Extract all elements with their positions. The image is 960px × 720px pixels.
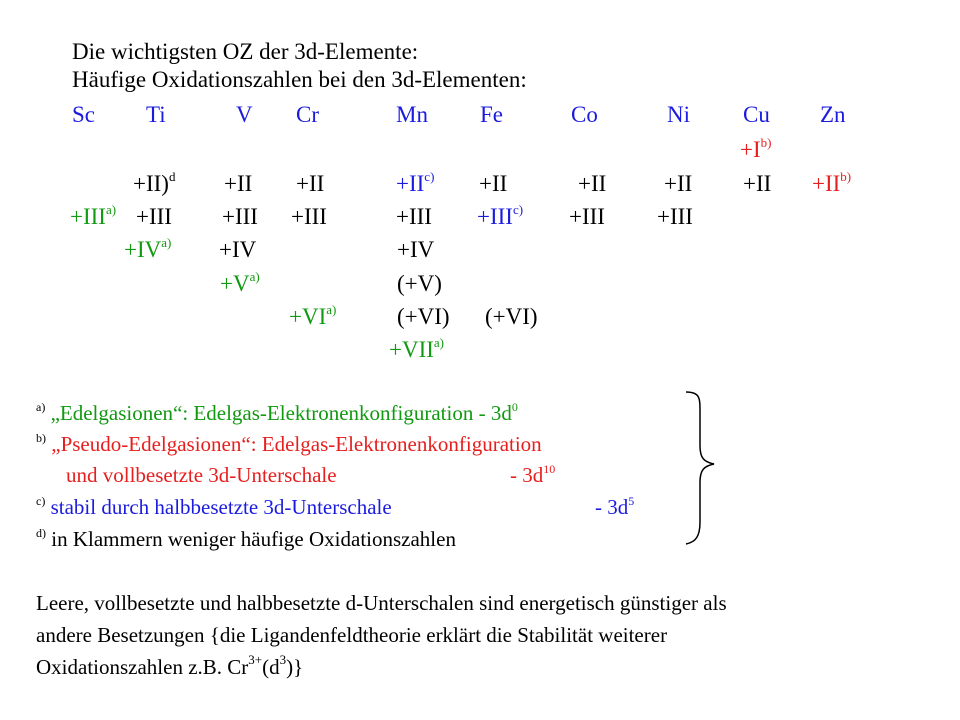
footnote-b-line-2: und vollbesetzte 3d-Unterschale (66, 463, 337, 487)
element-zn: Zn (820, 102, 846, 127)
ox-cr-II: +II (296, 171, 325, 196)
ox-fe-VI: (+VI) (485, 304, 538, 329)
ox-mn-VII: $+VII^{a)}$ (389, 335, 445, 362)
ox-fe-III: $+III^{c)}$ (477, 202, 524, 229)
ox-mn-V: (+V) (397, 271, 442, 296)
footnote-c-config: - $3d^5$ (595, 494, 635, 519)
footnote-c: $^{c)}$ stabil durch halbbesetzte 3d-Unterschale (36, 494, 392, 519)
ox-mn-VI: (+VI) (397, 304, 450, 329)
ox-v-II: +II (224, 171, 253, 196)
element-cu: Cu (743, 102, 770, 127)
title-line-1: Die wichtigsten OZ der 3d-Elemente: (72, 39, 419, 64)
footnote-a: $^{a)}$ „Edelgasionen“: Edelgas-Elektronenkonfiguration - $3d^0$ (36, 400, 518, 425)
ox-mn-III: +III (396, 204, 432, 229)
ox-cu-II: +II (743, 171, 772, 196)
ox-v-V: $+V^{a)}$ (220, 269, 260, 296)
ox-ti-II: +II)$^d$ (133, 169, 176, 196)
summary-line-2: andere Besetzungen {die Ligandenfeldtheorie erklärt die Stabilität weiterer (36, 623, 668, 647)
element-sc: Sc (72, 102, 95, 127)
ox-v-IV: +IV (219, 237, 257, 262)
ox-ti-III: +III (136, 204, 172, 229)
ox-cr-VI: $+VI^{a)}$ (289, 302, 337, 329)
summary-line-3: Oxidationszahlen z.B. $Cr^{3+}(d^3)$} (36, 652, 304, 679)
element-mn: Mn (396, 102, 428, 127)
ox-cr-III: +III (291, 204, 327, 229)
ox-ni-III: +III (657, 204, 693, 229)
footnote-b: $^{b)}$ „Pseudo-Edelgasionen“: Edelgas-Elektronenkonfiguration (36, 431, 542, 456)
ox-fe-II: +II (479, 171, 508, 196)
element-ni: Ni (667, 102, 690, 127)
ox-ni-II: +II (664, 171, 693, 196)
ox-co-II: +II (578, 171, 607, 196)
ox-cu-I: $+I^{b)}$ (740, 135, 772, 162)
element-co: Co (571, 102, 598, 127)
ox-sc-III: $+III^{a)}$ (70, 202, 117, 229)
element-v: V (236, 102, 253, 127)
ox-mn-IV: +IV (397, 237, 435, 262)
title-line-2: Häufige Oxidationszahlen bei den 3d-Elementen: (72, 67, 527, 92)
footnote-b-config: - $3d^{10}$ (510, 462, 556, 487)
element-cr: Cr (296, 102, 319, 127)
summary-line-1: Leere, vollbesetzte und halbbesetzte d-Unterschalen sind energetisch günstiger als (36, 591, 727, 615)
ox-ti-IV: $+IV^{a)}$ (124, 235, 172, 262)
ox-zn-II: $+II^{b)}$ (812, 169, 852, 196)
element-fe: Fe (480, 102, 503, 127)
footnote-d: $^{d)}$ in Klammern weniger häufige Oxidationszahlen (36, 526, 456, 551)
ox-co-III: +III (569, 204, 605, 229)
ox-v-III: +III (222, 204, 258, 229)
element-ti: Ti (146, 102, 166, 127)
ox-mn-II: $+II^{c)}$ (396, 169, 435, 196)
